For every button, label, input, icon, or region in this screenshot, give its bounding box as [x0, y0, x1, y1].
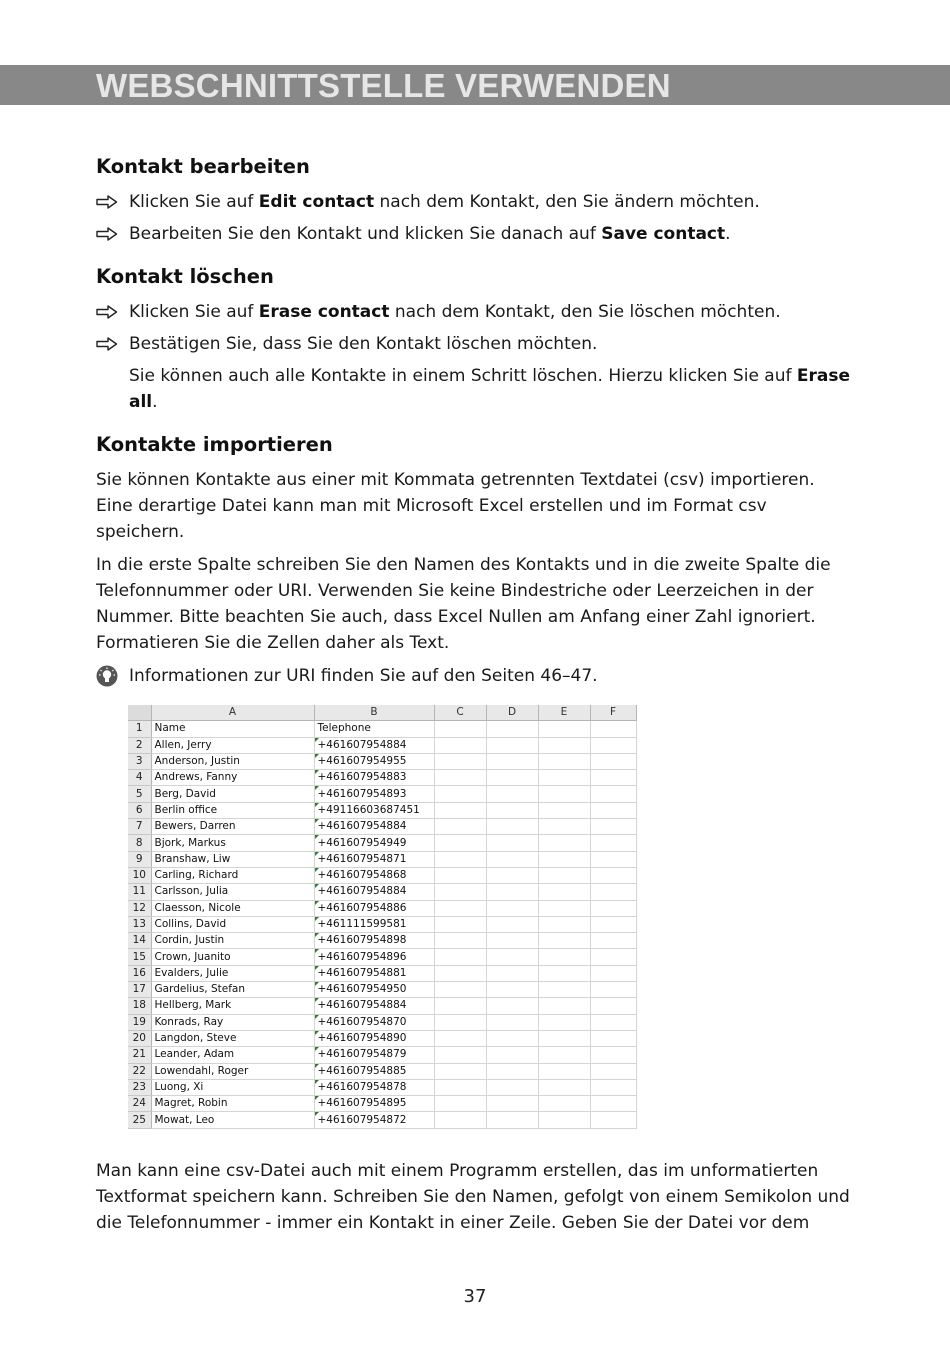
table-row [128, 1112, 636, 1128]
row-number[interactable]: 7 [128, 819, 151, 835]
cell-name[interactable]: Magret, Robin [151, 1096, 314, 1112]
row-number[interactable]: 1 [128, 721, 151, 737]
ui-term-edit-contact: Edit contact [258, 192, 375, 212]
cell-name[interactable]: Evalders, Julie [151, 965, 314, 981]
row-number[interactable]: 5 [128, 786, 151, 802]
cell-name[interactable]: Gardelius, Stefan [151, 982, 314, 998]
cell-empty[interactable] [590, 900, 636, 916]
table-row [128, 965, 636, 981]
cell-name[interactable]: Berlin office [151, 802, 314, 818]
cell-empty[interactable] [434, 721, 486, 737]
cell-telephone[interactable]: +461607954878 [314, 1079, 434, 1095]
cell-name[interactable]: Anderson, Justin [151, 753, 314, 769]
cell-empty[interactable] [590, 1030, 636, 1046]
column-header[interactable]: E [538, 705, 590, 721]
cell-empty[interactable] [538, 998, 590, 1014]
cell-empty[interactable] [486, 900, 538, 916]
cell-empty[interactable] [486, 867, 538, 883]
spreadsheet-table [128, 705, 637, 1129]
table-row [128, 998, 636, 1014]
cell-empty[interactable] [486, 802, 538, 818]
cell-name[interactable]: Leander, Adam [151, 1047, 314, 1063]
table-row [128, 753, 636, 769]
arrow-icon [96, 337, 118, 351]
tip-uri: Informationen zur URI finden Sie auf den Seiten 46–47. [96, 663, 856, 689]
row-number[interactable]: 11 [128, 884, 151, 900]
column-header[interactable]: B [314, 705, 434, 721]
row-number[interactable]: 2 [128, 737, 151, 753]
row-number[interactable]: 23 [128, 1079, 151, 1095]
table-row [128, 949, 636, 965]
cell-empty[interactable] [590, 786, 636, 802]
spreadsheet-body [128, 721, 636, 1128]
cell-name[interactable]: Allen, Jerry [151, 737, 314, 753]
heading-delete-contact: Kontakt löschen [96, 265, 274, 288]
cell-empty[interactable] [486, 933, 538, 949]
cell-empty[interactable] [538, 965, 590, 981]
cell-empty[interactable] [538, 1079, 590, 1095]
cell-empty[interactable] [434, 1096, 486, 1112]
heading-edit-contact: Kontakt bearbeiten [96, 155, 310, 178]
table-row [128, 900, 636, 916]
ui-term-save-contact: Save contact [601, 224, 726, 244]
cell-empty[interactable] [590, 884, 636, 900]
section-edit-contact [96, 154, 856, 247]
table-row [128, 770, 636, 786]
cell-empty[interactable] [486, 737, 538, 753]
cell-empty[interactable] [538, 1096, 590, 1112]
cell-empty[interactable] [486, 1063, 538, 1079]
cell-empty[interactable] [590, 1047, 636, 1063]
cell-empty[interactable] [538, 916, 590, 932]
cell-telephone[interactable]: +461607954870 [314, 1014, 434, 1030]
arrow-icon [96, 305, 118, 319]
cell-empty[interactable] [434, 1030, 486, 1046]
cell-empty[interactable] [434, 982, 486, 998]
cell-empty[interactable] [590, 916, 636, 932]
heading-import-contacts: Kontakte importieren [96, 433, 333, 456]
cell-empty[interactable] [590, 1014, 636, 1030]
row-number[interactable]: 12 [128, 900, 151, 916]
row-number[interactable]: 18 [128, 998, 151, 1014]
cell-empty[interactable] [538, 1063, 590, 1079]
page-header-title: WEBSCHNITTSTELLE VERWENDEN [96, 67, 671, 104]
row-number[interactable]: 10 [128, 867, 151, 883]
cell-empty[interactable] [434, 802, 486, 818]
cell-telephone[interactable]: +461607954955 [314, 753, 434, 769]
cell-empty[interactable] [434, 900, 486, 916]
row-number[interactable]: 14 [128, 933, 151, 949]
row-number[interactable]: 15 [128, 949, 151, 965]
row-number[interactable]: 9 [128, 851, 151, 867]
cell-empty[interactable] [538, 884, 590, 900]
cell-empty[interactable] [538, 900, 590, 916]
cell-empty[interactable] [538, 867, 590, 883]
cell-empty[interactable] [486, 819, 538, 835]
cell-empty[interactable] [590, 770, 636, 786]
cell-empty[interactable] [590, 965, 636, 981]
cell-empty[interactable] [590, 721, 636, 737]
cell-empty[interactable] [486, 965, 538, 981]
table-row [128, 933, 636, 949]
cell-empty[interactable] [486, 851, 538, 867]
column-header[interactable]: F [590, 705, 636, 721]
cell-empty[interactable] [590, 1079, 636, 1095]
cell-empty[interactable] [434, 770, 486, 786]
cell-telephone[interactable]: +461607954893 [314, 786, 434, 802]
cell-empty[interactable] [538, 835, 590, 851]
cell-telephone[interactable]: +461607954884 [314, 884, 434, 900]
cell-empty[interactable] [590, 819, 636, 835]
lightbulb-icon [96, 665, 118, 687]
cell-name[interactable]: Konrads, Ray [151, 1014, 314, 1030]
cell-empty[interactable] [590, 753, 636, 769]
table-row [128, 786, 636, 802]
cell-name[interactable]: Cordin, Justin [151, 933, 314, 949]
cell-empty[interactable] [538, 721, 590, 737]
cell-empty[interactable] [486, 1047, 538, 1063]
table-row [128, 835, 636, 851]
cell-name[interactable]: Collins, David [151, 916, 314, 932]
cell-empty[interactable] [486, 916, 538, 932]
row-number[interactable]: 3 [128, 753, 151, 769]
cell-empty[interactable] [434, 998, 486, 1014]
table-row [128, 1047, 636, 1063]
import-paragraph-2: In die erste Spalte schreiben Sie den Namen des Kontakts und in die zweite Spalte die Telefonnummer oder URI. Verwenden Sie keine Bindestriche oder Leerzeichen in der Nummer. Bitte beachten Sie auch, dass Excel Nullen am Anfang einer Zahl ignoriert. Formatieren Sie die Zellen daher als Text. [96, 555, 831, 653]
step-edit-2: Bearbeiten Sie den Kontakt und klicken Sie danach auf Save contact. [96, 221, 856, 247]
cell-empty[interactable] [538, 1112, 590, 1128]
cell-telephone[interactable]: +461607954886 [314, 900, 434, 916]
row-number[interactable]: 16 [128, 965, 151, 981]
table-row [128, 1014, 636, 1030]
cell-telephone[interactable]: +49116603687451 [314, 802, 434, 818]
cell-name[interactable]: Berg, David [151, 786, 314, 802]
table-row [128, 884, 636, 900]
arrow-icon [96, 195, 118, 209]
cell-empty[interactable] [590, 982, 636, 998]
cell-telephone[interactable]: +461607954884 [314, 737, 434, 753]
row-number[interactable]: 13 [128, 916, 151, 932]
spreadsheet-screenshot [128, 705, 638, 1131]
cell-telephone[interactable]: +461607954868 [314, 867, 434, 883]
cell-empty[interactable] [590, 867, 636, 883]
table-row [128, 851, 636, 867]
cell-telephone[interactable]: +461607954879 [314, 1047, 434, 1063]
cell-empty[interactable] [538, 737, 590, 753]
cell-name[interactable]: Andrews, Fanny [151, 770, 314, 786]
cell-empty[interactable] [590, 851, 636, 867]
cell-telephone[interactable]: +461607954871 [314, 851, 434, 867]
cell-empty[interactable] [538, 1030, 590, 1046]
cell-telephone[interactable]: +461607954872 [314, 1112, 434, 1128]
cell-empty[interactable] [538, 786, 590, 802]
cell-name[interactable]: Mowat, Leo [151, 1112, 314, 1128]
cell-empty[interactable] [486, 998, 538, 1014]
cell-name[interactable]: Branshaw, Liw [151, 851, 314, 867]
row-number[interactable]: 25 [128, 1112, 151, 1128]
cell-empty[interactable] [590, 1112, 636, 1128]
cell-telephone[interactable]: +461607954885 [314, 1063, 434, 1079]
cell-empty[interactable] [486, 1079, 538, 1095]
arrow-icon [96, 227, 118, 241]
cell-empty[interactable] [538, 949, 590, 965]
cell-telephone[interactable]: +461607954895 [314, 1096, 434, 1112]
step-delete-1: Klicken Sie auf Erase contact nach dem Kontakt, den Sie löschen möchten. [96, 299, 856, 325]
cell-empty[interactable] [486, 786, 538, 802]
cell-empty[interactable] [590, 998, 636, 1014]
cell-telephone[interactable]: +461607954884 [314, 998, 434, 1014]
cell-empty[interactable] [434, 1047, 486, 1063]
cell-telephone[interactable]: +461607954896 [314, 949, 434, 965]
delete-all-note: Sie können auch alle Kontakte in einem Schritt löschen. Hierzu klicken Sie auf Erase all. [129, 366, 851, 412]
cell-empty[interactable] [486, 982, 538, 998]
content [96, 154, 856, 706]
table-row [128, 802, 636, 818]
ui-term-erase-contact: Erase contact [258, 302, 390, 322]
row-number[interactable]: 19 [128, 1014, 151, 1030]
row-number[interactable]: 22 [128, 1063, 151, 1079]
cell-telephone[interactable]: +461607954950 [314, 982, 434, 998]
cell-name[interactable]: Bjork, Markus [151, 835, 314, 851]
page-number: 37 [463, 1286, 487, 1307]
row-number[interactable]: 4 [128, 770, 151, 786]
column-header[interactable]: D [486, 705, 538, 721]
cell-empty[interactable] [538, 851, 590, 867]
cell-empty[interactable] [434, 737, 486, 753]
cell-empty[interactable] [590, 949, 636, 965]
cell-name[interactable]: Carlsson, Julia [151, 884, 314, 900]
row-number[interactable]: 21 [128, 1047, 151, 1063]
table-row [128, 916, 636, 932]
cell-name[interactable]: Lowendahl, Roger [151, 1063, 314, 1079]
table-row [128, 982, 636, 998]
cell-empty[interactable] [434, 1063, 486, 1079]
cell-empty[interactable] [434, 1014, 486, 1030]
select-all-corner[interactable] [128, 705, 151, 721]
table-row [128, 737, 636, 753]
cell-empty[interactable] [486, 1030, 538, 1046]
cell-telephone[interactable]: +461607954949 [314, 835, 434, 851]
row-number[interactable]: 20 [128, 1030, 151, 1046]
cell-name[interactable]: Luong, Xi [151, 1079, 314, 1095]
cell-empty[interactable] [486, 1014, 538, 1030]
column-header[interactable]: A [151, 705, 314, 721]
cell-name[interactable]: Carling, Richard [151, 867, 314, 883]
cell-empty[interactable] [538, 1047, 590, 1063]
cell-telephone[interactable]: +461607954883 [314, 770, 434, 786]
cell-empty[interactable] [538, 753, 590, 769]
cell-empty[interactable] [486, 835, 538, 851]
cell-empty[interactable] [590, 1063, 636, 1079]
cell-name[interactable]: Bewers, Darren [151, 819, 314, 835]
cell-name[interactable]: Claesson, Nicole [151, 900, 314, 916]
cell-empty[interactable] [538, 982, 590, 998]
cell-empty[interactable] [434, 965, 486, 981]
cell-empty[interactable] [590, 737, 636, 753]
cell-empty[interactable] [538, 802, 590, 818]
cell-empty[interactable] [486, 770, 538, 786]
cell-empty[interactable] [434, 1079, 486, 1095]
table-row [128, 721, 636, 737]
cell-empty[interactable] [434, 753, 486, 769]
cell-telephone[interactable]: Telephone [314, 721, 434, 737]
cell-empty[interactable] [538, 770, 590, 786]
ui-term-erase-all: Erase all [129, 366, 851, 412]
row-number[interactable]: 8 [128, 835, 151, 851]
cell-empty[interactable] [434, 1112, 486, 1128]
cell-empty[interactable] [486, 949, 538, 965]
cell-empty[interactable] [538, 933, 590, 949]
cell-empty[interactable] [434, 933, 486, 949]
import-paragraph-1: Sie können Kontakte aus einer mit Kommata getrennten Textdatei (csv) importieren. Eine derartige Datei kann man mit Microsoft Excel erstellen und im Format csv speichern. [96, 470, 815, 542]
cell-empty[interactable] [590, 835, 636, 851]
cell-empty[interactable] [434, 851, 486, 867]
cell-empty[interactable] [486, 721, 538, 737]
cell-empty[interactable] [538, 1014, 590, 1030]
cell-empty[interactable] [486, 884, 538, 900]
table-row [128, 819, 636, 835]
row-number[interactable]: 17 [128, 982, 151, 998]
cell-empty[interactable] [590, 802, 636, 818]
cell-empty[interactable] [486, 1096, 538, 1112]
table-row [128, 1096, 636, 1112]
cell-name[interactable]: Langdon, Steve [151, 1030, 314, 1046]
cell-empty[interactable] [434, 819, 486, 835]
step-edit-1: Klicken Sie auf Edit contact nach dem Kontakt, den Sie ändern möchten. [96, 189, 856, 215]
cell-empty[interactable] [434, 835, 486, 851]
section-import-contacts [96, 432, 856, 689]
cell-empty[interactable] [590, 1096, 636, 1112]
cell-empty[interactable] [486, 1112, 538, 1128]
table-row [128, 1030, 636, 1046]
cell-empty[interactable] [590, 933, 636, 949]
table-row [128, 1079, 636, 1095]
row-number[interactable]: 24 [128, 1096, 151, 1112]
cell-telephone[interactable]: +461607954890 [314, 1030, 434, 1046]
column-header[interactable]: C [434, 705, 486, 721]
cell-telephone[interactable]: +461111599581 [314, 916, 434, 932]
cell-name[interactable]: Name [151, 721, 314, 737]
cell-telephone[interactable]: +461607954881 [314, 965, 434, 981]
cell-telephone[interactable]: +461607954884 [314, 819, 434, 835]
cell-telephone[interactable]: +461607954898 [314, 933, 434, 949]
cell-empty[interactable] [434, 786, 486, 802]
step-delete-2: Bestätigen Sie, dass Sie den Kontakt löschen möchten. [96, 331, 856, 357]
cell-empty[interactable] [434, 884, 486, 900]
cell-empty[interactable] [434, 916, 486, 932]
row-number[interactable]: 6 [128, 802, 151, 818]
cell-empty[interactable] [434, 867, 486, 883]
closing-paragraph: Man kann eine csv-Datei auch mit einem Programm erstellen, das im unformatierten Textformat speichern kann. Schreiben Sie den Namen, gefolgt von einem Semikolon und die Telefonnummer - immer ein Kontakt in einer Zeile. Geben Sie der Datei vor dem [96, 1161, 850, 1233]
table-row [128, 1063, 636, 1079]
table-row [128, 867, 636, 883]
cell-empty[interactable] [486, 753, 538, 769]
cell-empty[interactable] [538, 819, 590, 835]
cell-name[interactable]: Crown, Juanito [151, 949, 314, 965]
section-delete-contact [96, 264, 856, 415]
column-header-row [128, 705, 636, 721]
cell-name[interactable]: Hellberg, Mark [151, 998, 314, 1014]
cell-empty[interactable] [434, 949, 486, 965]
